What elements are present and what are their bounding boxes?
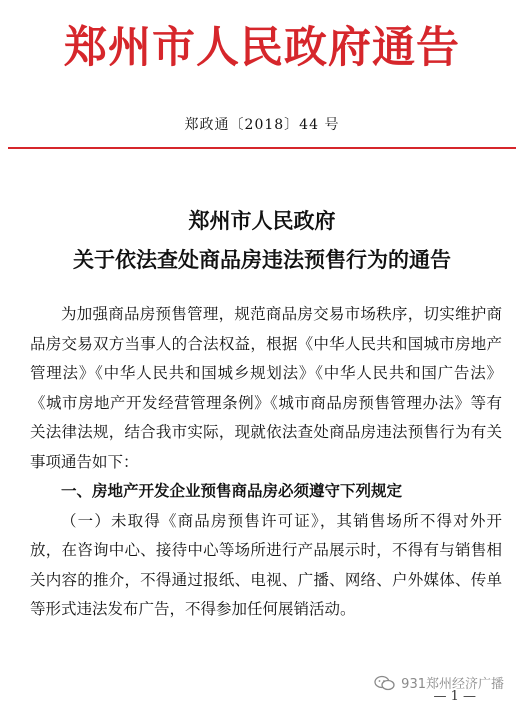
notice-title-line1: 郑州市人民政府 xyxy=(188,208,336,233)
watermark-text: 931郑州经济广播 xyxy=(401,677,504,692)
notice-title-line2: 关于依法查处商品房违法预售行为的通告 xyxy=(73,247,451,272)
red-divider xyxy=(8,147,516,149)
intro-paragraph: 为加强商品房预售管理，规范商品房交易市场秩序，切实维护商品房交易双方当事人的合法权益，根据《中华人民共和国城市房地产管理法》《中华人民共和国城乡规划法》《中华人民共和国广告法》《城市房地产开发经营管理条例》《城市商品房预售管理办法》等有关法律法规，结合我市实际，现就依法查处商品房违法预售行为有关事项通告如下： xyxy=(30,305,502,471)
section1-item1: （一）未取得《商品房预售许可证》，其销售场所不得对外开放，在咨询中心、接待中心等场所进行产品展示时，不得有与销售相关内容的推介，不得通过报纸、电视、广播、网络、户外媒体、传单等形式违法发布广告，不得参加任何展销活动。 xyxy=(30,511,502,618)
notice-body xyxy=(30,300,502,625)
agency-title: 郑州市人民政府通告 xyxy=(64,23,460,73)
wechat-icon xyxy=(374,675,396,691)
page-number: — 1 — xyxy=(433,689,476,704)
section1-heading: 一、房地产开发企业预售商品房必须遵守下列规定 xyxy=(61,482,403,500)
document-number: 郑政通〔2018〕44 号 xyxy=(184,117,340,133)
